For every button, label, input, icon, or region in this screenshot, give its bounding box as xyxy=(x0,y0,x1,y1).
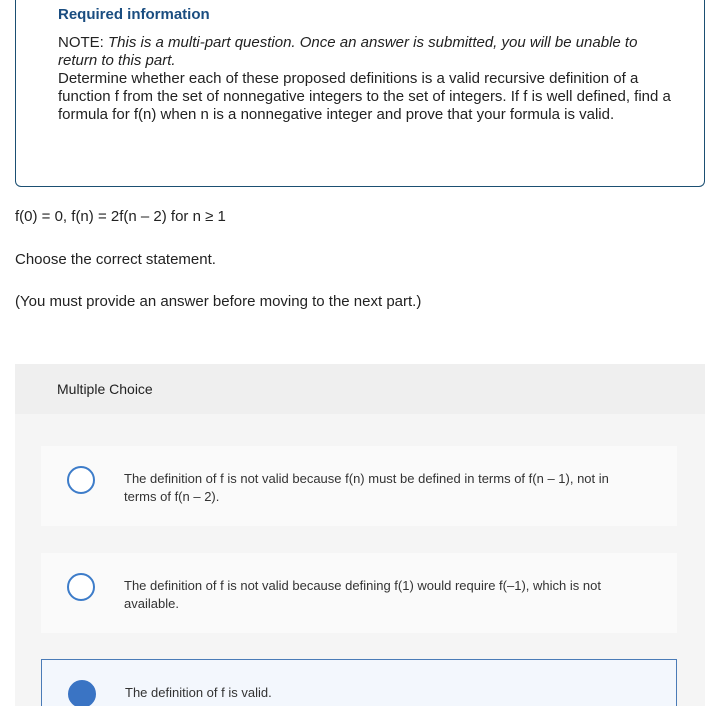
question-prompt: Choose the correct statement. xyxy=(15,251,216,268)
choice-option-1[interactable] xyxy=(41,446,677,526)
choice-option-3[interactable] xyxy=(41,659,677,706)
multiple-choice-header xyxy=(15,364,705,414)
radio-button-icon[interactable] xyxy=(67,466,95,494)
problem-statement: Determine whether each of these proposed definitions is a valid recursive definition of a function f from the set of nonnegative integers to the set of integers. If f is well defined, find a formula for f(n) when n is a nonnegative integer and prove that your formula is valid. xyxy=(58,70,671,123)
choice-option-text: The definition of f is valid. xyxy=(125,685,272,700)
multiple-choice-panel xyxy=(15,364,705,706)
required-info-body xyxy=(58,34,678,124)
note-text: This is a multi-part question. Once an answer is submitted, you will be unable to return to this part. xyxy=(58,34,638,69)
answer-instruction: (You must provide an answer before moving to the next part.) xyxy=(15,293,422,310)
choice-option-2[interactable] xyxy=(41,553,677,633)
choice-option-text: The definition of f is not valid because defining f(1) would require f(–1), which is not available. xyxy=(124,578,601,611)
recursive-definition: f(0) = 0, f(n) = 2f(n – 2) for n ≥ 1 xyxy=(15,208,226,225)
multiple-choice-label: Multiple Choice xyxy=(57,381,153,397)
radio-button-icon[interactable] xyxy=(67,573,95,601)
radio-button-selected-icon[interactable] xyxy=(68,680,96,706)
required-info-title: Required information xyxy=(58,6,210,23)
note-label: NOTE: xyxy=(58,34,104,51)
choice-option-text: The definition of f is not valid because f(n) must be defined in terms of f(n – 1), not in terms of f(n – 2). xyxy=(124,471,609,504)
